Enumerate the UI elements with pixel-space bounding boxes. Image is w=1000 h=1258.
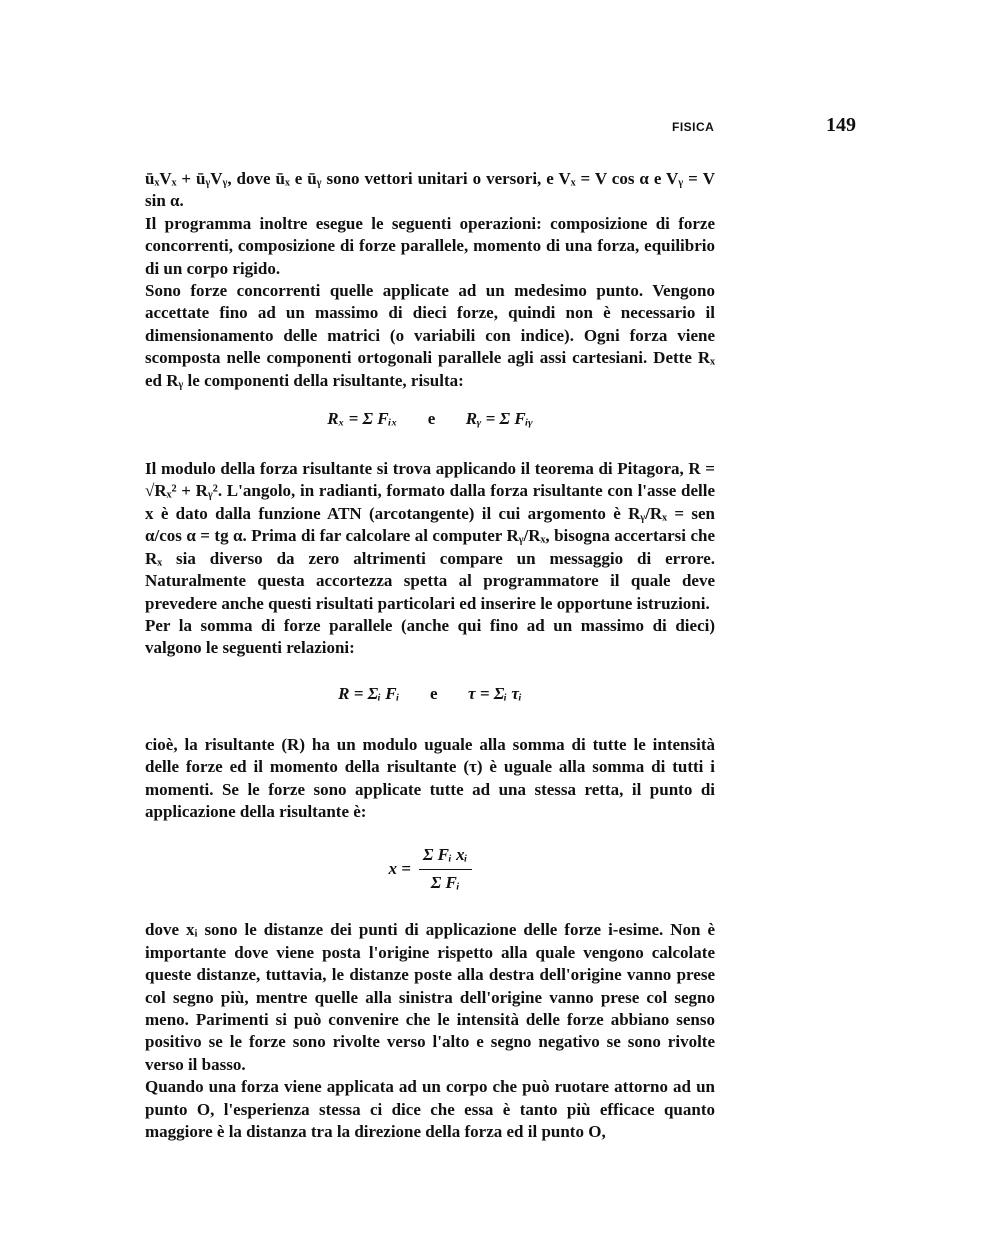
formula-parallel-relations: [145, 664, 715, 724]
formula-fraction: [419, 844, 472, 894]
formula-application-point: [145, 833, 715, 905]
formula-resultant-components: [145, 390, 715, 448]
paragraph-rotation: Quando una forza viene applicata ad un corpo che può ruotare attorno ad un punto O, l'esperienza stessa ci dice che essa è tanto più efficace quanto maggiore è la distanza tra la direzione della forza ed il punto O,: [145, 1077, 715, 1141]
running-head: [0, 114, 1000, 138]
formula-ry: Rᵧ = Σ Fᵢᵧ: [465, 409, 533, 429]
paragraph-resultant-modulus: Il modulo della forza risultante si trova applicando il teorema di Pitagora, R = √Rₓ² + Rᵧ². L'angolo, in radianti, formato dalla forza risultante con l'asse delle x è dato dalla funzione ATN (arcotangente) il cui argomento è Rᵧ/Rₓ = sen α/cos α = tg α. Prima di far calcolare al computer Rᵧ/Rₓ, bisogna accertarsi che Rₓ sia diverso da zero altrimenti compare un messaggio di errore. Naturalmente questa accortezza spetta al programmatore il quale deve prevedere anche questi risultati particolari ed inserire le opportune istruzioni.: [145, 459, 715, 613]
paragraph-vector-components: ūₓVₓ + ūᵧVᵧ, dove ūₓ e ūᵧ sono vettori unitari o versori, e Vₓ = V cos α e Vᵧ = V sin α.: [145, 169, 715, 211]
body-text: [145, 168, 715, 1143]
paragraph-program-operations: Il programma inoltre esegue le seguenti operazioni: composizione di forze concorrenti, composizione di forze parallele, momento di una forza, equilibrio di un corpo rigido.: [145, 213, 715, 278]
formula-r-sum: R = Σᵢ Fᵢ: [338, 683, 400, 703]
formula-numerator: Σ Fᵢ xᵢ: [419, 844, 472, 869]
paragraph-distances: dove xᵢ sono le distanze dei punti di applicazione delle forze i-esime. Non è importante dove viene posta l'origine rispetto alla quale vengono calcolate queste distanze, tuttavia, le distanze poste alla destra dell'origine vanno prese col segno più, mentre quelle alla sinistra dell'origine vanno prese col segno meno. Parimenti si può convenire che le intensità delle forze abbiano senso positivo se le forze sono rivolte verso l'alto e segno negativo se sono rivolte verso il basso.: [145, 920, 715, 1074]
formula-separator: e: [430, 683, 438, 703]
formula-rx: Rₓ = Σ Fᵢₓ: [327, 409, 398, 429]
paragraph-resultant-moment: cioè, la risultante (R) ha un modulo uguale alla somma di tutte le intensità delle forze ed il momento della risultante (τ) è uguale alla somma di tutti i momenti. Se le forze sono applicate tutte ad una stessa retta, il punto di applicazione della risultante è:: [145, 734, 715, 821]
page-number: 149: [826, 114, 856, 136]
paragraph-concurrent-forces: Sono forze concorrenti quelle applicate ad un medesimo punto. Vengono accettate fino ad un massimo di dieci forze, quindi non è necessario il dimensionamento delle matrici (o variabili con indice). Ogni forza viene scomposta nelle componenti ortogonali parallele agli assi cartesiani. Dette Rₓ ed Rᵧ le componenti della risultante, risulta:: [145, 281, 715, 390]
formula-separator: e: [427, 409, 436, 429]
formula-tau-sum: τ = Σᵢ τᵢ: [468, 683, 522, 703]
paragraph-parallel-forces: Per la somma di forze parallele (anche qui fino ad un massimo di dieci) valgono le seguenti relazioni:: [145, 615, 715, 658]
section-title: FISICA: [672, 120, 715, 134]
formula-x-lhs: x =: [388, 859, 411, 879]
formula-denominator: Σ Fᵢ: [430, 872, 460, 892]
